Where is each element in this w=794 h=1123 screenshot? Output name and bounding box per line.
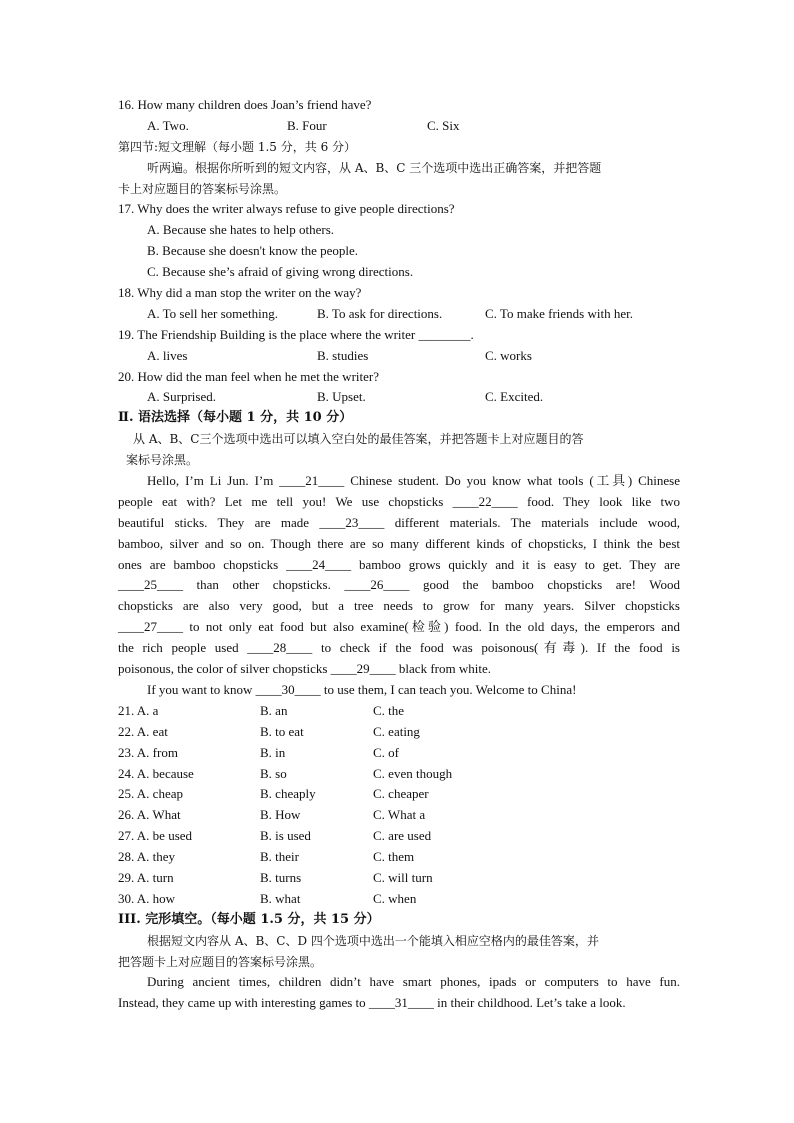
option-c: C. Excited. <box>485 389 544 405</box>
option-a: 21. A. a <box>118 702 159 718</box>
option-c: C. Because she’s afraid of giving wrong directions. <box>147 264 414 280</box>
grammar-passage <box>118 471 680 701</box>
option-c: C. cheaper <box>373 786 429 802</box>
question-19: 19. The Friendship Building is the place where the writer ________. <box>118 326 474 342</box>
option-row <box>118 889 680 910</box>
option-b: B. their <box>260 849 299 865</box>
option-a: 27. A. be used <box>118 828 193 844</box>
passage-line: beautiful sticks. They are made ____23____ different materials. The materials include wood, <box>118 514 680 530</box>
option-row <box>118 847 680 868</box>
option-a: A. Two. <box>147 117 189 133</box>
option-row <box>118 764 680 785</box>
option-b: B. so <box>260 765 287 781</box>
option-a: 23. A. from <box>118 744 178 760</box>
option-c: C. works <box>485 347 532 363</box>
passage-line: poisonous, the color of silver chopsticks ____29____ black from white. <box>118 661 491 677</box>
option-c: C. of <box>373 744 399 760</box>
question-16-options <box>118 116 680 137</box>
option-row <box>118 826 680 847</box>
option-b: B. is used <box>260 828 311 844</box>
part4-instructions-line1: 听两遍。根据你所听到的短文内容，从 A、B、C 三个选项中选出正确答案，并把答题 <box>147 160 602 175</box>
option-b: B. cheaply <box>260 786 316 802</box>
option-b: B. Four <box>287 117 327 133</box>
option-a: A. lives <box>147 347 188 363</box>
cloze-section-title: III. 完形填空。（每小题 1.5 分，共 15 分） <box>118 911 380 927</box>
option-b: B. an <box>260 702 288 718</box>
option-a: 24. A. because <box>118 765 194 781</box>
grammar-section-title: Ⅱ. 语法选择（每小题 1 分，共 10 分） <box>118 410 353 426</box>
option-c: C. eating <box>373 723 420 739</box>
option-c: C. even though <box>373 765 453 781</box>
option-a: 30. A. how <box>118 890 176 906</box>
passage-line: If you want to know ____30____ to use them, I can teach you. Welcome to China! <box>147 681 577 697</box>
part4-instructions-line2: 卡上对应题目的答案标号涂黑。 <box>118 181 287 196</box>
part4-title: 第四节:短文理解（每小题 1.5 分，共 6 分） <box>118 139 357 154</box>
option-c: C. them <box>373 849 415 865</box>
option-a: 26. A. What <box>118 807 181 823</box>
option-c: C. are used <box>373 828 432 844</box>
cloze-instructions-line2: 把答题卡上对应题目的答案标号涂黑。 <box>118 954 323 969</box>
passage-line: ____25____ than other chopsticks. ____26____ good the bamboo chopsticks are! Wood <box>118 577 680 593</box>
question-17: 17. Why does the writer always refuse to give people directions? <box>118 201 455 217</box>
option-row <box>118 784 680 805</box>
option-c: C. Six <box>427 117 460 133</box>
passage-line: bamboo, silver and so on. Though there are so many different kinds of chopsticks, I think the best <box>118 535 680 551</box>
passage-line: Hello, I’m Li Jun. I’m ____21____ Chinese student. Do you know what tools (工具) Chinese <box>147 473 680 489</box>
option-b: B. turns <box>260 869 302 885</box>
question-18: 18. Why did a man stop the writer on the way? <box>118 285 362 301</box>
option-a: 22. A. eat <box>118 723 168 739</box>
option-row <box>118 743 680 764</box>
option-c: C. the <box>373 702 405 718</box>
option-b: B. Because she doesn't know the people. <box>147 243 359 259</box>
option-row <box>118 722 680 743</box>
option-b: B. To ask for directions. <box>317 305 443 321</box>
option-a: 29. A. turn <box>118 869 174 885</box>
question-19-options <box>118 346 680 367</box>
passage-line: people eat with? Let me tell you! We use chopsticks ____22____ food. They look like two <box>118 493 680 509</box>
option-c: C. What a <box>373 807 426 823</box>
option-c: C. when <box>373 890 417 906</box>
passage-line: ____27____ to not only eat food but also examine(检验) food. In the old days, the emperors and <box>118 619 680 635</box>
option-b: B. How <box>260 807 301 823</box>
question-18-options <box>118 304 680 325</box>
option-b: B. to eat <box>260 723 304 739</box>
cloze-instructions-line1: 根据短文内容从 A、B、C、D 四个选项中选出一个能填入相应空格内的最佳答案，并 <box>147 933 599 948</box>
question-16 <box>118 95 680 116</box>
option-a: A. Surprised. <box>147 389 216 405</box>
option-c: C. will turn <box>373 869 433 885</box>
exam-page <box>118 95 680 1014</box>
option-row <box>118 805 680 826</box>
option-b: B. studies <box>317 347 369 363</box>
option-b: B. in <box>260 744 286 760</box>
grammar-instructions-line2: 案标号涂黑。 <box>126 453 199 468</box>
grammar-options <box>118 701 680 910</box>
question-stem: 16. How many children does Joan’s friend have? <box>118 97 372 112</box>
option-b: B. what <box>260 890 301 906</box>
grammar-instructions-line1: 从 A、B、C三个选项中选出可以填入空白处的最佳答案，并把答题卡上对应题目的答 <box>133 432 584 447</box>
cloze-passage-line: During ancient times, children didn’t have smart phones, ipads or computers to have fun. <box>147 974 680 990</box>
question-20: 20. How did the man feel when he met the writer? <box>118 368 379 384</box>
option-b: B. Upset. <box>317 389 366 405</box>
question-20-options <box>118 387 680 408</box>
option-a: A. Because she hates to help others. <box>147 222 335 238</box>
option-row <box>118 868 680 889</box>
passage-line: chopsticks are also very good, but a tree needs to grow for many years. Silver chopsticks <box>118 598 680 614</box>
option-row <box>118 701 680 722</box>
cloze-passage-line: Instead, they came up with interesting games to ____31____ in their childhood. Let’s take a look. <box>118 995 626 1011</box>
passage-line: the rich people used ____28____ to check if the food was poisonous(有毒). If the food is <box>118 640 680 656</box>
option-a: A. To sell her something. <box>147 305 279 321</box>
passage-line: ones are bamboo chopsticks ____24____ bamboo grows quickly and it is easy to get. They are <box>118 556 680 572</box>
option-a: 25. A. cheap <box>118 786 183 802</box>
option-c: C. To make friends with her. <box>485 305 633 321</box>
option-a: 28. A. they <box>118 849 176 865</box>
